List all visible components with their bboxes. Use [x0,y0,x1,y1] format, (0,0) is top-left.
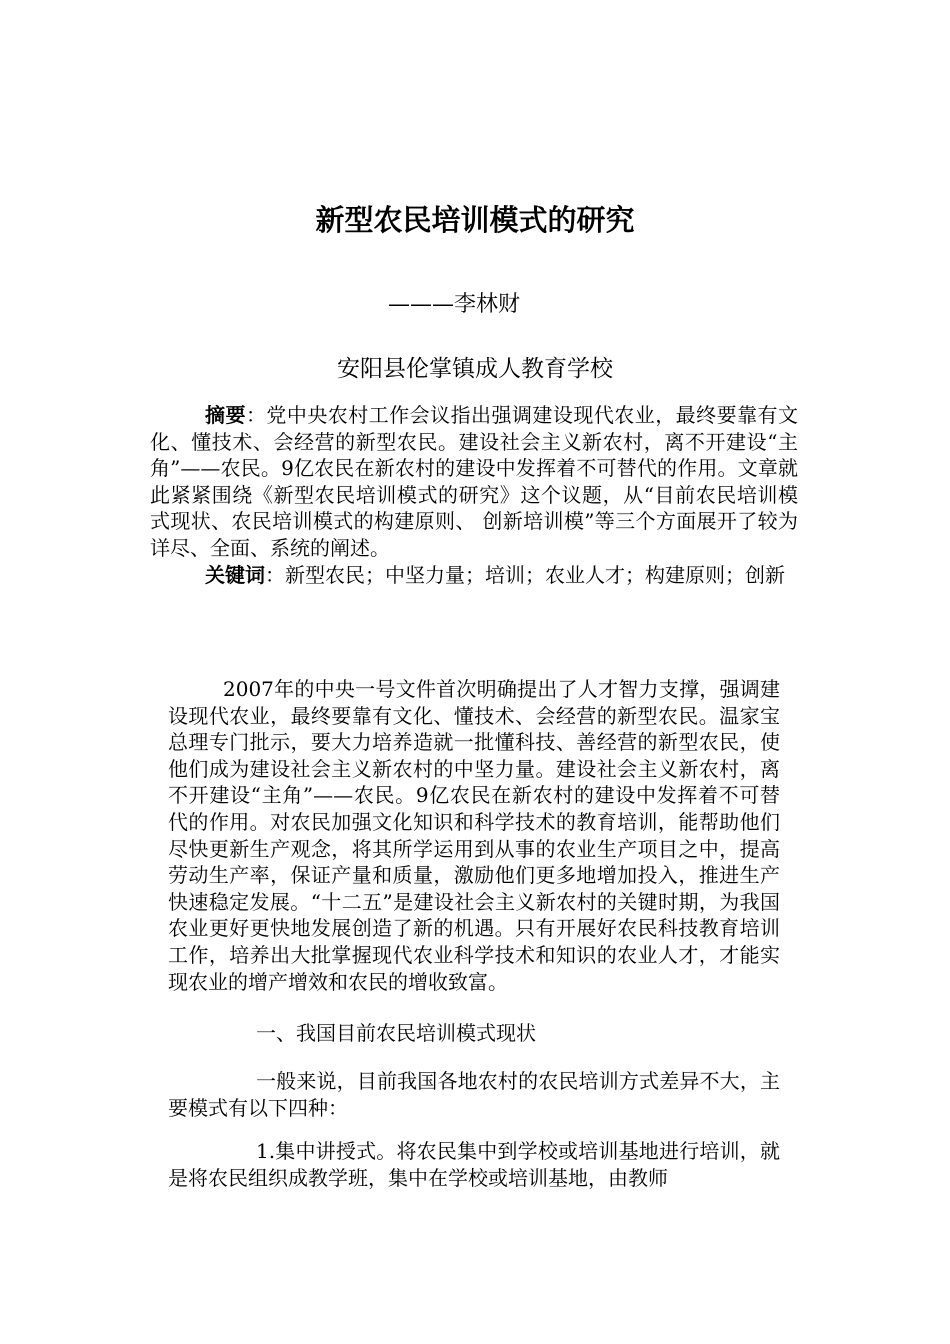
abstract-paragraph [150,402,798,562]
keywords-label: 关键词 [205,562,265,587]
abstract-text: ：党中央农村工作会议指出强调建设现代农业，最终要靠有文化、懂技术、会经营的新型农民。建设社会主义新农村，离不开建设“主角”——农民。9亿农民在新农村的建设中发挥着不可替代的作用。文章就此紧紧围绕《新型农民培训模式的研究》这个议题，从“目前农民培训模式现状、农民培训模式的构建原则、 创新培训模”等三个方面展开了较为详尽、全面、系统的阐述。 [150,403,799,560]
mode-1-section [168,1138,780,1191]
abstract-block [150,402,798,588]
section-1-heading: 一、我国目前农民培训模式现状 [256,1021,536,1045]
general-paragraph: 一般来说，目前我国各地农村的农民培训方式差异不大，主要模式有以下四种： [168,1069,780,1120]
intro-section [168,676,780,995]
document-title: 新型农民培训模式的研究 [315,203,635,237]
section-1-heading-block [168,1020,780,1047]
general-section [168,1068,780,1121]
keywords-paragraph [150,562,798,589]
school-name: 安阳县伦掌镇成人教育学校 [337,356,613,382]
mode-1-paragraph: 1.集中讲授式。将农民集中到学校或培训基地进行培训，就是将农民组织成教学班，集中在学校或培训基地，由教师 [168,1139,780,1190]
intro-paragraph: 2007年的中央一号文件首次明确提出了人才智力支撑，强调建设现代农业，最终要靠有文化、懂技术、会经营的新型农民。温家宝总理专门批示，要大力培养造就一批懂科技、善经营的新型农民，使他们成为建设社会主义新农村的中坚力量。建设社会主义新农村，离不开建设“主角”——农民。9亿农民在新农村的建设中发挥着不可替代的作用。对农民加强文化知识和科学技术的教育培训，能帮助他们尽快更新生产观念，将其所学运用到从事的农业生产项目之中，提高劳动生产率，保证产量和质量，激励他们更多地增加投入，推进生产快速稳定发展。“十二五”是建设社会主义新农村的关键时期，为我国农业更好更快地发展创造了新的机遇。只有开展好农民科技教育培训工作，培养出大批掌握现代农业科学技术和知识的农业人才，才能实现农业的增产增效和农民的增收致富。 [168,677,780,994]
keywords-text: ：新型农民；中坚力量；培训；农业人才；构建原则；创新 [265,562,785,587]
author-line: ———李林财 [388,292,521,317]
abstract-label: 摘要 [205,403,246,427]
